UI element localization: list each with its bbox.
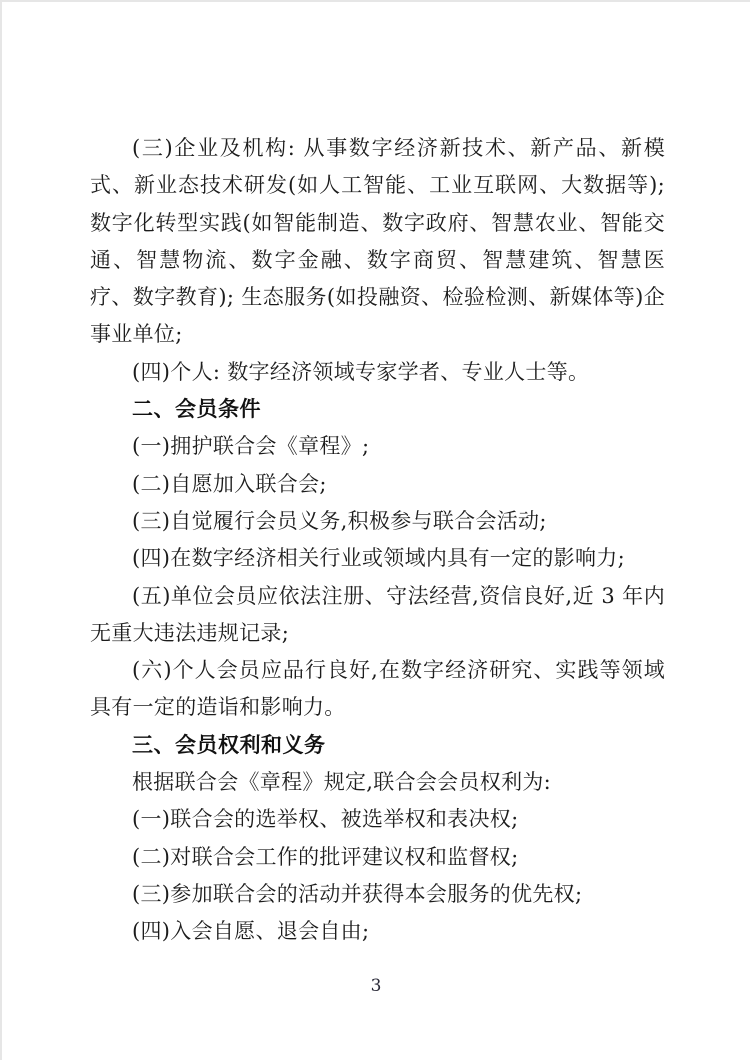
list-item-condition-5: (五)单位会员应依法注册、守法经营,资信良好,近 3 年内无重大违法违规记录; — [90, 583, 665, 645]
document-body — [90, 130, 665, 951]
paragraph-org-members: (三)企业及机构: 从事数字经济新技术、新产品、新模式、新业态技术研发(如人工智能、工业互联网、大数据等); 数字化转型实践(如智能制造、数字政府、智慧农业、智能交通、智慧物流、数字金融、数字商贸、智慧建筑、智慧医疗、数字教育); 生态服务(如投融资、检验检测、新媒体等)企事业单位; — [90, 136, 665, 347]
list-item-right-2: (二)对联合会工作的批评建议权和监督权; — [132, 844, 519, 869]
list-item-right-4: (四)入会自愿、退会自由; — [132, 919, 370, 944]
list-item-condition-1: (一)拥护联合会《章程》; — [132, 434, 370, 459]
page-number: 3 — [370, 976, 382, 996]
list-item-condition-3: (三)自觉履行会员义务,积极参与联合会活动; — [132, 508, 547, 533]
section-heading-rights-obligations: 三、会员权利和义务 — [132, 732, 326, 757]
list-item-condition-4: (四)在数字经济相关行业或领域内具有一定的影响力; — [132, 546, 625, 571]
section-heading-member-conditions: 二、会员条件 — [132, 397, 261, 422]
list-item-condition-2: (二)自愿加入联合会; — [132, 471, 327, 496]
list-item-right-1: (一)联合会的选举权、被选举权和表决权; — [132, 807, 519, 832]
paragraph-individual-members: (四)个人: 数字经济领域专家学者、专业人士等。 — [132, 359, 590, 384]
list-item-right-3: (三)参加联合会的活动并获得本会服务的优先权; — [132, 881, 583, 906]
paragraph-rights-intro: 根据联合会《章程》规定,联合会会员权利为: — [132, 770, 552, 795]
list-item-condition-6: (六)个人会员应品行良好,在数字经济研究、实践等领域具有一定的造诣和影响力。 — [90, 658, 665, 720]
